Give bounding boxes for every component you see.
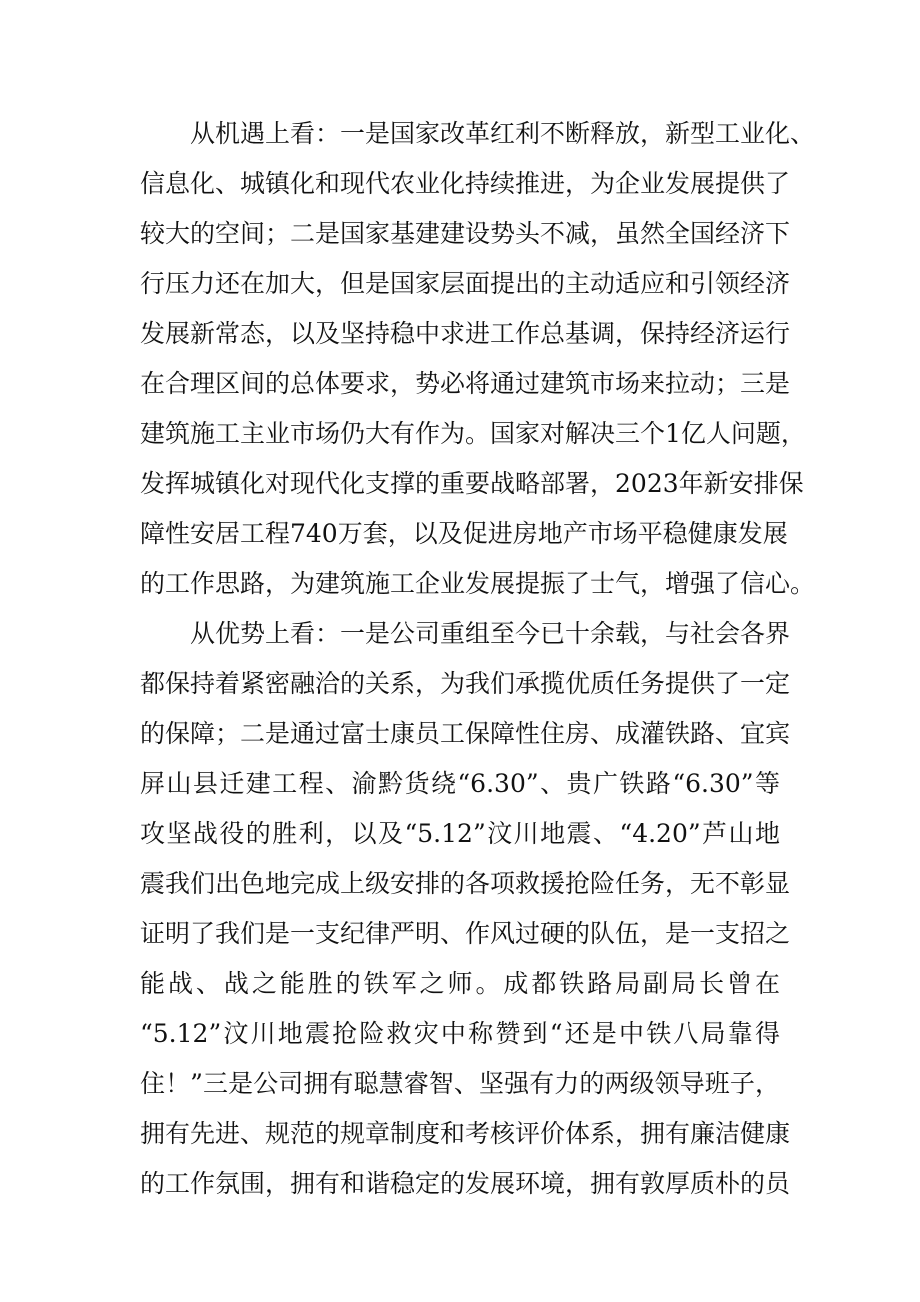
paragraph-1-line-3: 较大的空间；二是国家基建建设势头不减，虽然全国经济下 — [140, 219, 791, 248]
paragraph-1-line-5: 发展新常态，以及坚持稳中求进工作总基调，保持经济运行 — [140, 319, 791, 348]
paragraph-2-line-12: 的工作氛围，拥有和谐稳定的发展环境，拥有敦厚质朴的员 — [140, 1169, 791, 1198]
paragraph-1-line-8: 发挥城镇化对现代化支撑的重要战略部署，2023年新安排保 — [140, 469, 804, 498]
paragraph-2-line-11: 拥有先进、规范的规章制度和考核评价体系，拥有廉洁健康 — [140, 1119, 791, 1148]
paragraph-2-line-9: “5.12”汶川地震抢险救灾中称赞到“还是中铁八局靠得 — [140, 1019, 780, 1048]
paragraph-2-line-2: 都保持着紧密融洽的关系，为我们承揽优质任务提供了一定 — [140, 669, 791, 698]
paragraph-2-line-3: 的保障；二是通过富士康员工保障性住房、成灌铁路、宜宾 — [140, 719, 791, 748]
paragraph-1-line-1: 从机遇上看：一是国家改革红利不断释放，新型工业化、 — [190, 119, 816, 148]
paragraph-1-line-4: 行压力还在加大，但是国家层面提出的主动适应和引领经济 — [140, 269, 791, 298]
paragraph-1-line-9: 障性安居工程740万套，以及促进房地产市场平稳健康发展 — [140, 519, 788, 548]
paragraph-1-line-7: 建筑施工主业市场仍大有作为。国家对解决三个1亿人问题， — [140, 419, 806, 448]
paragraph-1-line-10: 的工作思路，为建筑施工企业发展提振了士气，增强了信心。 — [140, 569, 816, 598]
paragraph-2-line-4: 屏山县迁建工程、渝黔货绕“6.30”、贵广铁路“6.30”等 — [140, 769, 780, 798]
paragraph-2-line-1: 从优势上看：一是公司重组至今已十余载，与社会各界 — [190, 619, 791, 648]
paragraph-2-line-7: 证明了我们是一支纪律严明、作风过硬的队伍，是一支招之 — [140, 919, 791, 948]
paragraph-2-line-5: 攻坚战役的胜利，以及“5.12”汶川地震、“4.20”芦山地 — [140, 819, 780, 848]
paragraph-2-line-6: 震我们出色地完成上级安排的各项救援抢险任务，无不彰显 — [140, 869, 791, 898]
paragraph-1-line-2: 信息化、城镇化和现代农业化持续推进，为企业发展提供了 — [140, 169, 791, 198]
paragraph-2-line-10: 住！”三是公司拥有聪慧睿智、坚强有力的两级领导班子， — [140, 1069, 780, 1098]
paragraph-1-line-6: 在合理区间的总体要求，势必将通过建筑市场来拉动；三是 — [140, 369, 791, 398]
paragraph-2-line-8: 能战、战之能胜的铁军之师。成都铁路局副局长曾在 — [140, 969, 780, 998]
